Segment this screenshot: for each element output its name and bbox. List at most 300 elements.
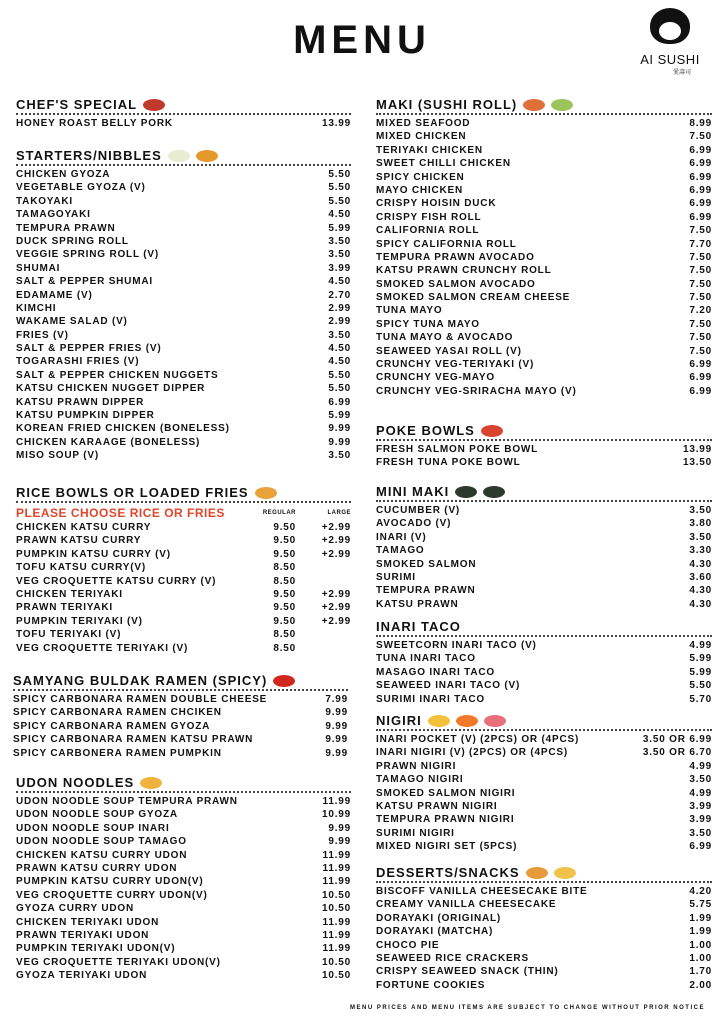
menu-item (376, 746, 712, 759)
section-heading (16, 486, 351, 503)
item-price: 6.99 (689, 158, 712, 170)
menu-item (16, 342, 351, 355)
menu-item (16, 575, 351, 588)
food-icon (554, 867, 576, 879)
item-name: INARI NIGIRI (V) (2PCS) OR (4PCS) (376, 747, 568, 759)
item-price-regular: 9.50 (273, 588, 296, 600)
item-price-regular: 9.50 (273, 522, 296, 533)
item-name: TAMAGOYAKI (16, 209, 91, 221)
menu-item (376, 544, 712, 557)
item-name: SEAWEED YASAI ROLL (V) (376, 345, 522, 357)
item-price-large: +2.99 (321, 615, 351, 627)
item-price-large (296, 642, 351, 655)
item-name: CRUNCHY VEG-TERIYAKI (V) (376, 359, 535, 371)
menu-item (16, 289, 351, 302)
menu-item (16, 795, 351, 808)
column-header: LARGE (327, 510, 351, 516)
food-icon (483, 486, 505, 498)
menu-item (16, 835, 351, 848)
item-price: 3.50 (328, 450, 351, 462)
menu-item (376, 898, 712, 911)
section-title: RICE BOWLS OR LOADED FRIES (16, 485, 249, 500)
item-price: 7.50 (689, 332, 712, 344)
item-price: 1.70 (689, 966, 712, 978)
menu-item (13, 720, 348, 733)
item-name: FORTUNE COOKIES (376, 979, 486, 991)
menu-section (376, 714, 712, 854)
item-name: MIXED NIGIRI SET (5PCS) (376, 841, 518, 853)
item-price: 3.50 (328, 249, 351, 261)
menu-item (376, 531, 712, 544)
menu-item (16, 969, 351, 982)
item-price: 10.50 (321, 970, 351, 982)
section-heading (16, 98, 351, 115)
item-name: DORAYAKI (MATCHA) (376, 926, 494, 938)
item-price: 4.50 (328, 276, 351, 288)
menu-item (16, 548, 351, 561)
menu-item (376, 117, 712, 130)
item-name: CRUNCHY VEG-SRIRACHA MAYO (V) (376, 385, 577, 397)
item-price: 11.99 (322, 849, 351, 861)
menu-item (16, 181, 351, 194)
item-name: CHICKEN TERIYAKI (16, 588, 123, 600)
menu-item (376, 358, 712, 371)
item-name: KATSU PRAWN (376, 598, 459, 610)
item-price: 5.99 (328, 410, 351, 422)
item-price: 6.99 (328, 396, 351, 408)
girl-mascot-icon (650, 8, 690, 44)
item-name: INARI (V) (376, 531, 427, 543)
item-name: SMOKED SALMON NIGIRI (376, 787, 516, 799)
menu-section (376, 424, 712, 470)
item-price: 9.99 (328, 423, 351, 435)
item-price: 11.99 (322, 876, 351, 888)
item-name: SPICY TUNA MAYO (376, 318, 480, 330)
menu-item (16, 422, 351, 435)
item-price: 7.50 (689, 292, 712, 304)
item-name: KATSU CHICKEN NUGGET DIPPER (16, 383, 206, 395)
menu-item (16, 168, 351, 181)
menu-item (376, 331, 712, 344)
item-name: PUMPKIN TERIYAKI (V) (16, 615, 143, 627)
menu-item (376, 197, 712, 210)
menu-item (376, 952, 712, 965)
item-price: 13.50 (682, 457, 712, 469)
item-price: 5.70 (689, 693, 712, 705)
item-price-large: +2.99 (321, 588, 351, 600)
item-price: 3.50 (328, 235, 351, 247)
item-price: 11.99 (322, 943, 351, 955)
item-price: 4.30 (689, 558, 712, 570)
item-price: 5.50 (328, 169, 351, 180)
item-name: TAMAGO (376, 545, 425, 557)
menu-item (376, 598, 712, 611)
item-name: TUNA MAYO & AVOCADO (376, 332, 514, 344)
item-name: UDON NOODLE SOUP GYOZA (16, 809, 178, 821)
section-heading (13, 674, 348, 691)
item-price: 4.99 (689, 760, 712, 772)
menu-section (376, 866, 712, 992)
item-name: CRUNCHY VEG-MAYO (376, 372, 495, 384)
item-name: CREAMY VANILLA CHEESECAKE (376, 899, 557, 911)
item-name: TEMPURA PRAWN (376, 585, 476, 597)
item-price: 10.50 (321, 889, 351, 901)
item-price-large: +2.99 (321, 602, 351, 614)
item-price: 4.99 (689, 640, 712, 651)
item-name: SPICY CARBONARA RAMEN KATSU PRAWN (13, 734, 254, 746)
food-icon (551, 99, 573, 111)
food-icon (140, 777, 162, 789)
item-price: 7.50 (689, 225, 712, 237)
menu-section (16, 149, 351, 463)
menu-item (376, 184, 712, 197)
brand-subtitle: 愛壽司 (672, 70, 691, 76)
menu-item (16, 534, 351, 547)
section-title: UDON NOODLES (16, 775, 135, 790)
item-price: 13.99 (682, 444, 712, 455)
item-price-regular: 8.50 (273, 642, 296, 654)
item-price: 7.70 (689, 238, 712, 250)
item-name: SPICY CARBONARA RAMEN GYOZA (13, 720, 211, 732)
item-name: KATSU PRAWN NIGIRI (376, 800, 498, 812)
menu-item (16, 916, 351, 929)
item-price: 5.99 (689, 653, 712, 665)
item-name: KIMCHI (16, 302, 57, 314)
item-name: INARI POCKET (V) (2PCS) OR (4PCS) (376, 734, 580, 745)
item-name: SPICY CHICKEN (376, 171, 465, 183)
item-name: KOREAN FRIED CHICKEN (BONELESS) (16, 423, 230, 435)
item-price: 5.50 (328, 195, 351, 207)
item-price: 9.99 (325, 720, 348, 732)
menu-item (376, 278, 712, 291)
menu-item (376, 211, 712, 224)
menu-item (376, 885, 712, 898)
section-title: CHEF'S SPECIAL (16, 97, 138, 112)
item-price-regular: 8.50 (273, 575, 296, 587)
menu-item (16, 875, 351, 888)
item-price: 3.60 (689, 571, 712, 583)
menu-item (376, 291, 712, 304)
menu-item (376, 827, 712, 840)
item-name: PRAWN KATSU CURRY (16, 535, 142, 547)
menu-item (376, 171, 712, 184)
section-title: MAKI (SUSHI ROLL) (376, 97, 518, 112)
section-title: STARTERS/NIBBLES (16, 148, 162, 163)
item-price: 3.50 OR 6.99 (642, 734, 712, 745)
menu-item (16, 849, 351, 862)
item-price: 4.50 (328, 356, 351, 368)
food-icon (523, 99, 545, 111)
item-price-large: +2.99 (321, 548, 351, 560)
item-name: SPICY CALIFORNIA ROLL (376, 238, 517, 250)
item-price: 4.30 (689, 598, 712, 610)
menu-item (16, 521, 351, 534)
menu-item (376, 318, 712, 331)
menu-item (376, 925, 712, 938)
item-price: 3.50 (689, 505, 712, 516)
menu-item (376, 517, 712, 530)
item-name: SURIMI NIGIRI (376, 827, 455, 839)
item-price: 7.20 (689, 305, 712, 317)
menu-item (16, 561, 351, 574)
item-name: VEG CROQUETTE KATSU CURRY (V) (16, 575, 217, 587)
item-price: 6.99 (689, 184, 712, 196)
item-price-regular: 9.50 (273, 548, 296, 560)
menu-section (16, 98, 351, 130)
item-price: 1.00 (689, 952, 712, 964)
item-name: GYOZA CURRY UDON (16, 903, 134, 915)
item-price: 2.99 (328, 302, 351, 314)
item-name: SEAWEED INARI TACO (V) (376, 680, 521, 692)
menu-item (16, 889, 351, 902)
menu-item (376, 157, 712, 170)
menu-item (376, 385, 712, 398)
item-name: SALT & PEPPER SHUMAI (16, 276, 153, 288)
section-heading (376, 424, 712, 441)
menu-item (376, 224, 712, 237)
menu-item (376, 264, 712, 277)
item-name: MIXED SEAFOOD (376, 118, 471, 129)
brand-name: AI SUSHI (640, 52, 700, 67)
menu-item (16, 382, 351, 395)
item-name: PUMPKIN TERIYAKI UDON(V) (16, 943, 176, 955)
item-name: CRISPY SEAWEED SNACK (THIN) (376, 966, 559, 978)
item-price-large: +2.99 (321, 535, 351, 547)
menu-item (16, 956, 351, 969)
item-name: CHICKEN TERIYAKI UDON (16, 916, 160, 928)
item-name: SURIMI (376, 571, 416, 583)
item-name: TUNA MAYO (376, 305, 443, 317)
item-price: 3.50 (689, 531, 712, 543)
item-name: UDON NOODLE SOUP TEMPURA PRAWN (16, 796, 238, 807)
item-price: 6.99 (689, 171, 712, 183)
item-name: SURIMI INARI TACO (376, 693, 485, 705)
food-icon (481, 425, 503, 437)
item-price: 2.99 (328, 316, 351, 328)
menu-item (16, 449, 351, 462)
item-price: 9.99 (328, 836, 351, 848)
menu-item (376, 733, 712, 746)
menu-item (16, 302, 351, 315)
item-price: 3.99 (689, 814, 712, 826)
item-name: TEMPURA PRAWN AVOCADO (376, 251, 535, 263)
menu-item (13, 706, 348, 719)
item-price: 5.50 (689, 680, 712, 692)
item-price: 3.50 (328, 329, 351, 341)
item-price: 1.00 (689, 939, 712, 951)
food-icon (255, 487, 277, 499)
menu-item (376, 371, 712, 384)
menu-item (16, 329, 351, 342)
menu-item (376, 773, 712, 786)
item-name: SHUMAI (16, 262, 61, 274)
menu-item (16, 396, 351, 409)
item-name: FRESH SALMON POKE BOWL (376, 444, 539, 455)
item-name: VEG CROQUETTE CURRY UDON(V) (16, 889, 208, 901)
item-name: TOGARASHI FRIES (V) (16, 356, 140, 368)
footer-notice: MENU PRICES AND MENU ITEMS ARE SUBJECT TO CHANGE WITHOUT PRIOR NOTICE (350, 1005, 705, 1011)
item-name: SALT & PEPPER FRIES (V) (16, 343, 162, 355)
item-name: VEGGIE SPRING ROLL (V) (16, 249, 159, 261)
menu-item (376, 584, 712, 597)
item-name: CHOCO PIE (376, 939, 440, 951)
item-name: KATSU PRAWN CRUNCHY ROLL (376, 265, 552, 277)
section-title: INARI TACO (376, 619, 461, 634)
item-name: SEAWEED RICE CRACKERS (376, 952, 529, 964)
menu-item (376, 912, 712, 925)
item-name: PRAWN TERIYAKI UDON (16, 929, 150, 941)
menu-section (376, 485, 712, 611)
item-price: 6.99 (689, 144, 712, 156)
item-name: TOFU KATSU CURRY(V) (16, 562, 147, 574)
section-title: MINI MAKI (376, 484, 450, 499)
section-heading (376, 98, 712, 115)
menu-item (376, 787, 712, 800)
menu-item (16, 248, 351, 261)
menu-item (376, 639, 712, 652)
item-name: CHICKEN GYOZA (16, 169, 111, 180)
item-price: 7.50 (689, 251, 712, 263)
food-icon (484, 715, 506, 727)
item-name: BISCOFF VANILLA CHEESECAKE BITE (376, 886, 588, 897)
menu-section (376, 98, 712, 398)
item-name: UDON NOODLE SOUP TAMAGO (16, 836, 187, 848)
item-price: 6.99 (689, 198, 712, 210)
item-name: TOFU TERIYAKI (V) (16, 629, 122, 641)
item-price: 3.99 (689, 800, 712, 812)
item-price: 5.99 (328, 222, 351, 234)
item-name: KATSU PRAWN DIPPER (16, 396, 145, 408)
section-heading (376, 714, 712, 731)
item-name: TEMPURA PRAWN NIGIRI (376, 814, 515, 826)
menu-item (16, 929, 351, 942)
item-name: SWEETCORN INARI TACO (V) (376, 640, 537, 651)
item-price-large (296, 561, 351, 574)
menu-item (376, 130, 712, 143)
item-name: SPICY CARBONARA RAMEN DOUBLE CHEESE (13, 694, 268, 705)
item-name: TAMAGO NIGIRI (376, 774, 464, 786)
item-price: 6.99 (689, 211, 712, 223)
item-price: 10.50 (321, 903, 351, 915)
item-price: 7.50 (689, 318, 712, 330)
item-price: 3.50 (689, 827, 712, 839)
item-name: MASAGO INARI TACO (376, 666, 495, 678)
item-price: 6.99 (689, 841, 712, 853)
item-price: 11.99 (322, 796, 351, 807)
item-price: 9.99 (328, 436, 351, 448)
item-name: TERIYAKI CHICKEN (376, 144, 483, 156)
item-price: 4.30 (689, 585, 712, 597)
menu-item (16, 355, 351, 368)
menu-item (16, 315, 351, 328)
food-icon (455, 486, 477, 498)
menu-item (376, 679, 712, 692)
section-title: DESSERTS/SNACKS (376, 865, 520, 880)
menu-item (376, 979, 712, 992)
item-price: 9.99 (325, 707, 348, 719)
item-name: CRISPY FISH ROLL (376, 211, 482, 223)
item-name: VEG CROQUETTE TERIYAKI (V) (16, 642, 189, 654)
item-name: DORAYAKI (ORIGINAL) (376, 912, 502, 924)
item-price: 5.75 (689, 899, 712, 911)
item-name: FRIES (V) (16, 329, 69, 341)
item-name: VEGETABLE GYOZA (V) (16, 182, 146, 194)
section-heading (376, 485, 712, 502)
menu-item (376, 504, 712, 517)
section-note (16, 505, 351, 521)
item-price: 4.50 (328, 343, 351, 355)
menu-item (16, 235, 351, 248)
item-price: 3.50 (689, 774, 712, 786)
menu-item (16, 262, 351, 275)
item-name: SMOKED SALMON (376, 558, 477, 570)
item-name: PRAWN NIGIRI (376, 760, 457, 772)
item-name: KATSU PUMPKIN DIPPER (16, 410, 155, 422)
item-name: MIXED CHICKEN (376, 131, 467, 143)
menu-item (16, 195, 351, 208)
item-name: SWEET CHILLI CHICKEN (376, 158, 511, 170)
menu-item (376, 345, 712, 358)
item-price: 10.50 (321, 956, 351, 968)
item-name: WAKAME SALAD (V) (16, 316, 128, 328)
item-price: 10.99 (321, 809, 351, 821)
item-price: 11.99 (322, 862, 351, 874)
item-price: 8.99 (689, 118, 712, 129)
item-price: 3.30 (689, 545, 712, 557)
item-price: 2.70 (328, 289, 351, 301)
menu-item (16, 409, 351, 422)
item-price: 9.99 (328, 822, 351, 834)
item-name: TEMPURA PRAWN (16, 222, 116, 234)
menu-item (16, 222, 351, 235)
section-title: NIGIRI (376, 713, 422, 728)
menu-section (16, 776, 351, 982)
menu-item (376, 800, 712, 813)
menu-item (376, 571, 712, 584)
food-icon (143, 99, 165, 111)
item-price: 9.99 (325, 747, 348, 759)
note-label: PLEASE CHOOSE RICE OR FRIES (16, 506, 225, 520)
item-price: 11.99 (322, 929, 351, 941)
item-price: 6.99 (689, 385, 712, 397)
item-price: 7.50 (689, 278, 712, 290)
item-name: PUMPKIN KATSU CURRY (V) (16, 548, 171, 560)
menu-section (13, 674, 348, 760)
menu-item (13, 733, 348, 746)
item-price-large (296, 628, 351, 641)
item-price-large (296, 575, 351, 588)
item-name: CALIFORNIA ROLL (376, 225, 480, 237)
menu-item (376, 939, 712, 952)
food-icon (196, 150, 218, 162)
item-price: 7.50 (689, 265, 712, 277)
item-price-regular: 8.50 (273, 629, 296, 641)
menu-item (16, 628, 351, 641)
section-heading (376, 866, 712, 883)
item-name: PRAWN KATSU CURRY UDON (16, 862, 178, 874)
menu-item (376, 558, 712, 571)
item-name: PRAWN TERIYAKI (16, 602, 113, 614)
item-price: 1.99 (689, 926, 712, 938)
item-name: CRISPY HOISIN DUCK (376, 198, 497, 210)
menu-item (376, 813, 712, 826)
food-icon (428, 715, 450, 727)
item-name: EDAMAME (V) (16, 289, 93, 301)
menu-section (376, 620, 712, 706)
food-icon (168, 150, 190, 162)
item-name: PUMPKIN KATSU CURRY UDON(V) (16, 876, 204, 888)
item-name: FRESH TUNA POKE BOWL (376, 457, 521, 469)
